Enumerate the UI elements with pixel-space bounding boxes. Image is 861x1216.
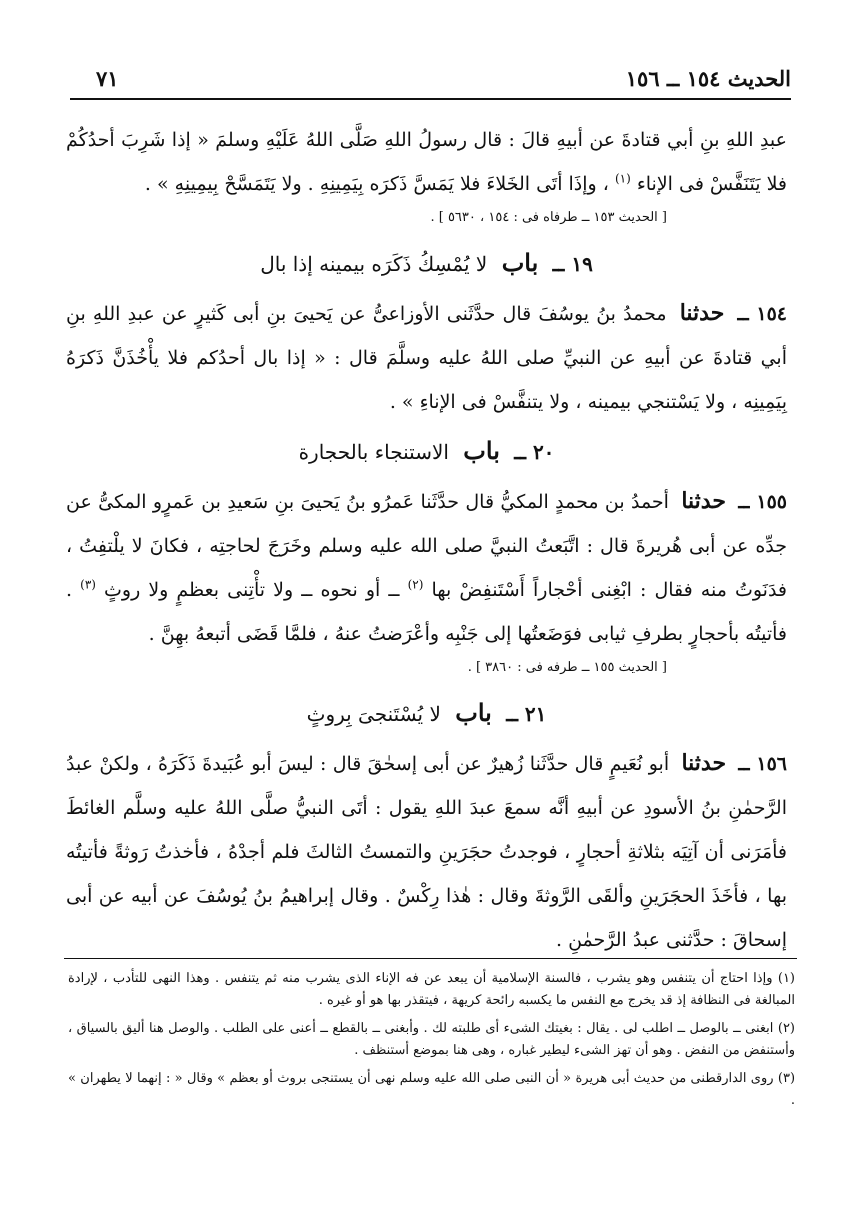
- haddathana-word: حدثنا: [681, 750, 727, 776]
- haddathana-word: حدثنا: [681, 488, 726, 514]
- hadith-text-3: . فأتيتُه بأحجارٍ بطرفِ ثيابى فوَضَعتُها إلى جَنْبِه وأعْرَضتُ عنهُ ، فلمَّا قَضَى أتبعهُ بهِنَّ .: [66, 579, 787, 645]
- bab-20-heading: [66, 428, 787, 475]
- footnotes: [68, 968, 795, 1118]
- hadith-text-2: ــ أو نحوه ــ ولا تأْتِنى بعظمٍ ولا روثٍ: [104, 579, 400, 601]
- footnote-ref-1: (١): [614, 171, 631, 186]
- hadith-156: [66, 741, 787, 962]
- footnote-ref-3: (٣): [80, 577, 96, 592]
- intro-text-2: ، وإذَا أتَى الخَلاءَ فلا يَمَسَّ ذَكرَه بِيَمِينِهِ . ولا يَتَمَسَّحْ بِيمِينِهِ » .: [144, 173, 609, 195]
- hadith-number: ١٥٥ ــ: [738, 491, 787, 513]
- hadith-155: [66, 479, 787, 656]
- hadith-155-note: [ الحديث ١٥٥ ــ طرفه فى : ٣٨٦٠ ] .: [467, 660, 667, 675]
- hadith-text: أبو نُعَيمٍ قال حدَّثَنا زُهيرٌ عن أبى إسحٰقَ قال : ليسَ أبو عُبَيدةَ ذَكَرَهُ ، ولكنْ عبدُ الرَّحمٰنِ بنُ الأسودِ عن أبيهِ أنَّه سمعَ عبدَ اللهِ يقول : أتَى النبيُّ صلَّى اللهُ عليه وسلَّم الغائطَ فأمَرَنى أن آتِيَه بثلاثةِ أحجارٍ ، فوجدتُ حجَرَينِ والتمستُ الثالثَ فلم أجدْهُ ، فأخذتُ رَوثةً فأتيتُه بها ، فأخَذَ الحجَرَينِ وألقَى الرَّوثةَ وقال : هٰذا رِكْسٌ . وقال إبراهيمُ بنُ يُوسُفَ عن أبيه عن أبى إسحاقَ : حدَّثنى عبدُ الرَّحمٰنِ .: [66, 753, 788, 951]
- running-title: الحديث ١٥٤ ــ ١٥٦: [625, 66, 791, 91]
- bab-number: ١٩ ــ: [552, 252, 593, 276]
- page-number: ٧١: [96, 66, 119, 91]
- bab-word: باب: [463, 436, 500, 465]
- haddathana-word: حدثنا: [679, 300, 725, 326]
- hadith-153-note: [ الحديث ١٥٣ ــ طرفاه فى : ١٥٤ ، ٥٦٣٠ ] .: [430, 210, 667, 225]
- bab-word: باب: [501, 248, 539, 277]
- bab-21-heading: [66, 690, 787, 737]
- footnote-ref-2: (٢): [407, 577, 424, 592]
- footnote-divider: [64, 958, 797, 959]
- page-body: [66, 118, 787, 962]
- bab-title: الاستنجاء بالحجارة: [298, 440, 449, 464]
- footnote-3: (٣) روى الدارقطنى من حديث أبى هريرة « أن النبى صلى الله عليه وسلم نهى أن يستنجى بروث أو بعظم » وقال « : إنهما لا يطهران » .: [68, 1071, 796, 1108]
- hadith-number: ١٥٤ ــ: [737, 303, 787, 325]
- hadith-number: ١٥٦ ــ: [738, 753, 788, 775]
- hadith-text-1: أحمدُ بن محمدٍ المكيُّ قال حدَّثَنا عَمرُو بنُ يَحيىَ بنِ سَعيدِ بن عَمرٍو المكىُّ عن جدِّه عن أبى هُريرةَ قال : اتَّبَعتُ النبيَّ صلى الله عليه وسلم وخَرَجَ لحاجتِه ، فكانَ لا يلْتفِتُ ، فدَنَوتُ منه فقال : ابْغِنى أحْجاراً أَسْتَنفِضْ بها: [66, 491, 788, 601]
- intro-text: عبدِ اللهِ بنِ أبي قتادةَ عن أبيهِ قالَ : قال رسولُ اللهِ صَلَّى اللهُ عَلَيْهِ وسلمَ « إذا شَرِبَ أحدُكُمْ فلا يَتَنَفَّسْ فى الإناء: [66, 129, 787, 195]
- footnote-1: (١) وإذا احتاج أن يتنفس وهو يشرب ، فالسنة الإسلامية أن يبعد عن فه الإناء الذى يشرب منه ثم يتنفس . وهذا النهى للتأدب ، لإرادة المبالغة فى النظافة إذ قد يخرج مع النفس ما يكسبه رائحة كريهة ، فيتقذر بها هو أو غيره .: [68, 971, 795, 1008]
- bab-title: لا يُمْسِكُ ذَكَرَه بيمينه إذا بال: [260, 252, 488, 276]
- bab-19-heading: [66, 240, 787, 287]
- hadith-154: [66, 291, 787, 424]
- footnote-2: (٢) ابغنى ــ بالوصل ــ اطلب لى . يقال : بغيتك الشىء أى طلبته لك . وأبغنى ــ بالقطع ــ أعنى على الطلب . والوصل هنا أليق بالسياق ، وأستنفض من النفض . وهو أن تهز الشىء ليطير غباره ، وهى هنا بموضع أستنظف .: [68, 1021, 795, 1058]
- bab-word: باب: [455, 698, 492, 727]
- bab-title: لا يُسْتَنجىَ بِروثٍ: [306, 702, 441, 726]
- bab-number: ٢٠ ــ: [514, 440, 555, 464]
- page-header: [70, 64, 791, 100]
- intro-paragraph: [66, 118, 787, 206]
- hadith-text: محمدُ بنُ يوسُفَ قال حدَّثَنى الأوزاعىُّ عن يَحيىَ بنِ أبى كَثيرٍ عن عبدِ اللهِ بنِ أبي قتادةَ عن أبيهِ عن النبيِّ صلى اللهُ عليه وسلَّمَ قال : « إذا بال أحدُكم فلا يأْخُذَنَّ ذَكرَهُ بِيَمِينِه ، ولا يَسْتنجي بيمينه ، ولا يتنفَّسْ فى الإناءِ » .: [66, 303, 787, 413]
- bab-number: ٢١ ــ: [506, 702, 547, 726]
